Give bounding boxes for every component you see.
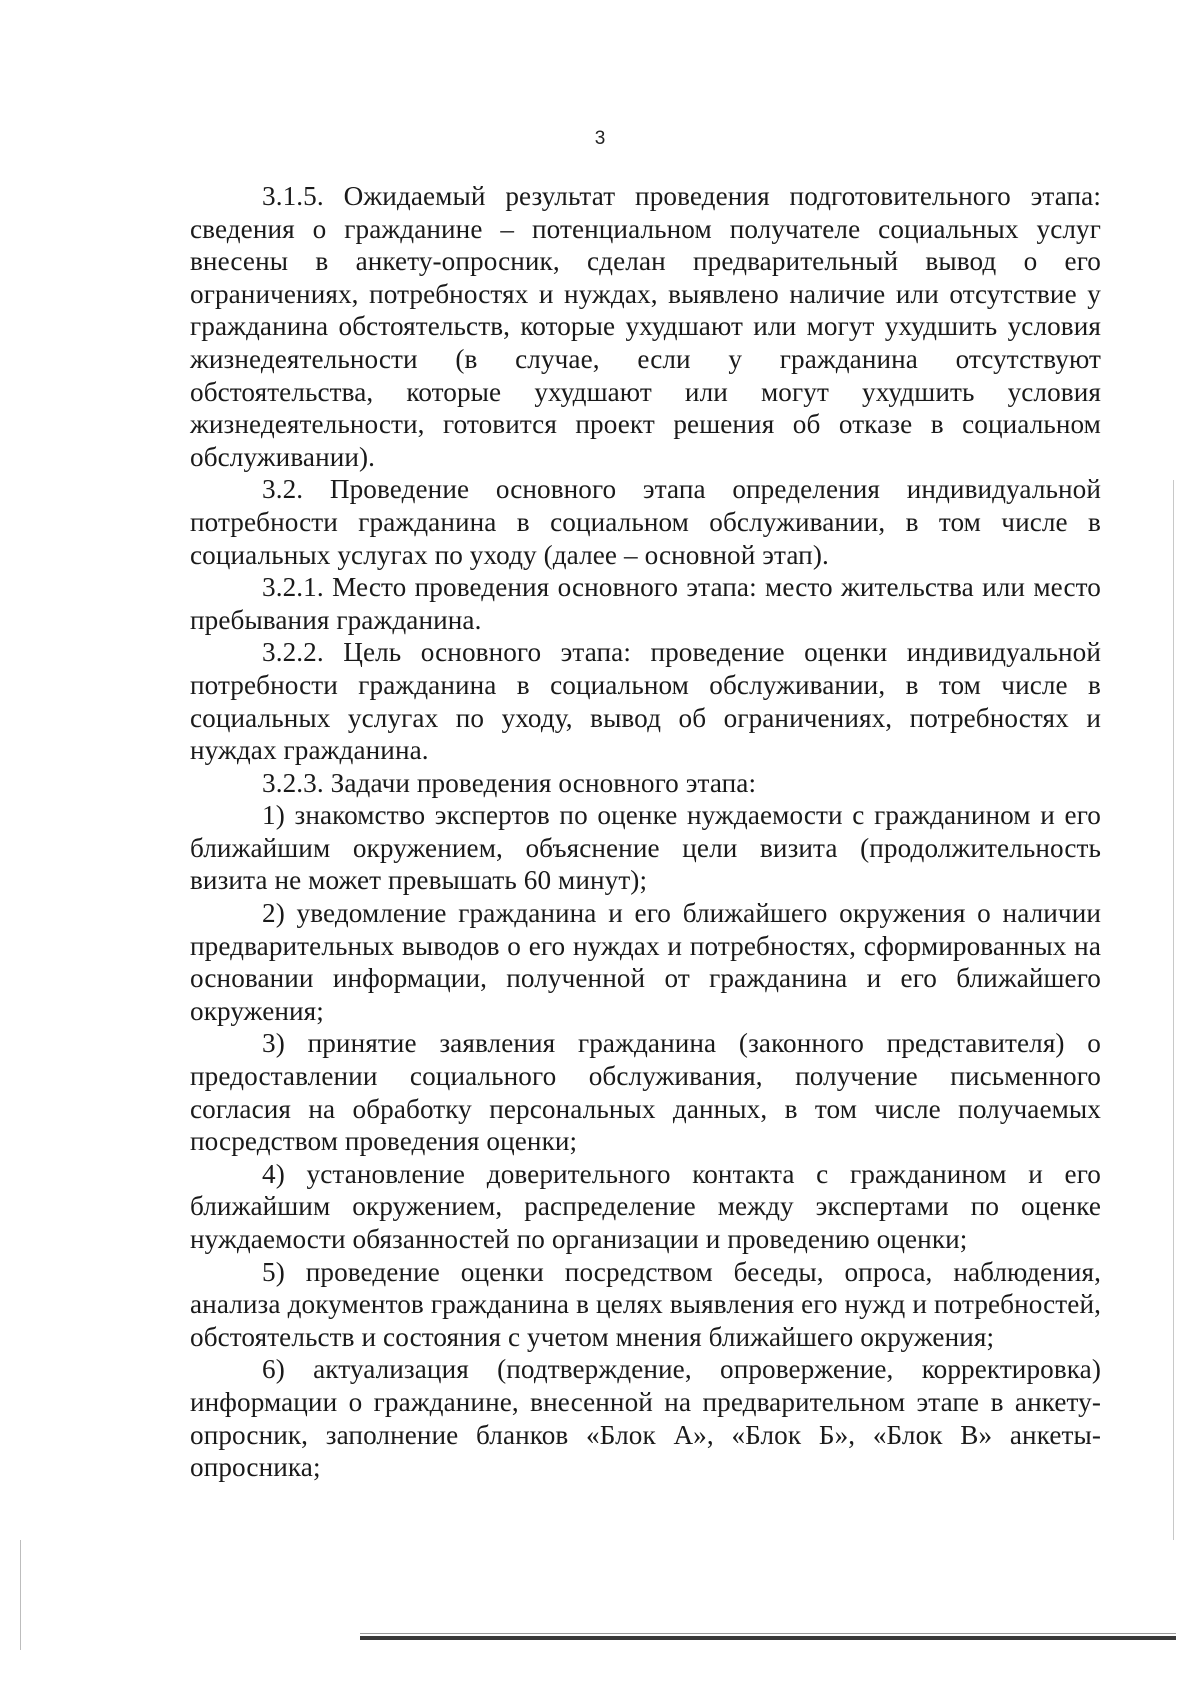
- paragraph-3-2-1: 3.2.1. Место проведения основного этапа: место жительства или место пребывания гражданина.: [190, 572, 1101, 635]
- document-body: [190, 180, 1101, 1484]
- scan-edge-line-left: [20, 1540, 21, 1650]
- paragraph-3-2-2: 3.2.2. Цель основного этапа: проведение оценки индивидуальной потребности гражданина в социальном обслуживании, в том числе в социальных услугах по уходу, вывод об ограничениях, потребностях и нуждах гражданина.: [190, 637, 1101, 766]
- list-item-6: 6) актуализация (подтверждение, опровержение, корректировка) информации о гражданине, внесенной на предварительном этапе в анкету-опросник, заполнение бланков «Блок А», «Блок Б», «Блок В» анкеты-опросника;: [190, 1354, 1101, 1483]
- scan-bottom-rule: [360, 1636, 1176, 1640]
- list-item-5: 5) проведение оценки посредством беседы, опроса, наблюдения, анализа документов гражданина в целях выявления его нужд и потребностей, обстоятельств и состояния с учетом мнения ближайшего окружения;: [190, 1256, 1101, 1352]
- list-item-4: 4) установление доверительного контакта с гражданином и его ближайшим окружением, распределение между экспертами по оценке нуждаемости обязанностей по организации и проведению оценки;: [190, 1158, 1101, 1254]
- paragraph-3-2: 3.2. Проведение основного этапа определения индивидуальной потребности гражданина в социальном обслуживании, в том числе в социальных услугах по уходу (далее – основной этап).: [190, 474, 1101, 570]
- list-item-1: 1) знакомство экспертов по оценке нуждаемости с гражданином и его ближайшим окружением, объяснение цели визита (продолжительность визита не может превышать 60 минут);: [190, 800, 1101, 896]
- paragraph-3-2-3: 3.2.3. Задачи проведения основного этапа:: [262, 767, 757, 798]
- page-number: 3: [594, 128, 606, 149]
- scan-edge-line-right: [1173, 480, 1174, 1540]
- scan-bottom-rule-thin: [360, 1633, 1176, 1634]
- paragraph-3-1-5: 3.1.5. Ожидаемый результат проведения подготовительного этапа: сведения о гражданине – потенциальном получателе социальных услуг внесены в анкету-опросник, сделан предварительный вывод о его ограничениях, потребностях и нуждах, выявлено наличие или отсутствие у гражданина обстоятельств, которые ухудшают или могут ухудшить условия жизнедеятельности (в случае, если у гражданина отсутствуют обстоятельства, которые ухудшают или могут ухудшить условия жизнедеятельности, готовится проект решения об отказе в социальном обслуживании).: [190, 181, 1101, 472]
- list-item-2: 2) уведомление гражданина и его ближайшего окружения о наличии предварительных выводов о его нуждах и потребностях, сформированных на основании информации, полученной от гражданина и его ближайшего окружения;: [190, 898, 1101, 1026]
- list-item-3: 3) принятие заявления гражданина (законного представителя) о предоставлении социального обслуживания, получение письменного согласия на обработку персональных данных, в том числе получаемых посредством проведения оценки;: [190, 1028, 1101, 1157]
